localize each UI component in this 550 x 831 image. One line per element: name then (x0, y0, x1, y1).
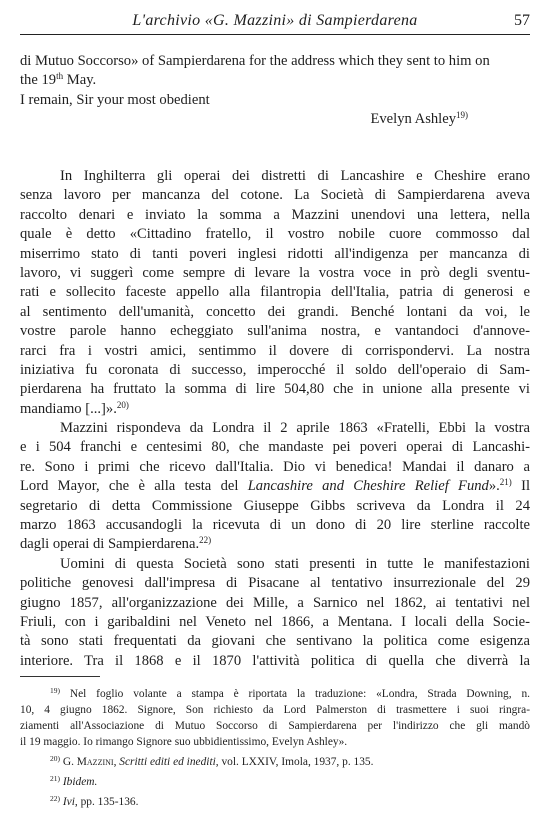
text-line: re. Sono i primi che ricevo dall'Italia. Dio vi benedica! Mandai il danaro a (20, 458, 530, 475)
footnote-line: il 19 maggio. Io rimango Signore suo ubbidientissimo, Evelyn Ashley». (20, 736, 348, 748)
text-line: pierdarena ha fruttato la somma di lire 504,80 che in unione alla presente vi (20, 381, 530, 398)
running-header (20, 8, 530, 35)
footnote-mark: 22) (50, 794, 60, 803)
text-line: segretario di detta Commissione Giuseppe Gibbs scriveva da Londra il 24 (20, 497, 530, 514)
text-line: interiore. Tra il 1868 e il 1870 l'attività politica di quella che diverrà la (20, 652, 530, 669)
text-line: quale è detto «Cittadino fratello, il vostro nobile cuore commosso dal (20, 226, 530, 243)
text-line: tà sono stati frequentati da giovani che sentivano la politica come esigenza (20, 633, 530, 650)
footnote-ref: 20) (116, 399, 129, 410)
footnote-line: ziamenti all'Associazione di Mutuo Soccorso di Sampierdarena per l'indirizzo che gli mandò (20, 720, 530, 732)
page-number: 57 (514, 12, 530, 29)
superscript: th (56, 71, 64, 82)
footnote-line: $^{22)}$ Ivi, pp. 135-136. (50, 794, 139, 808)
footnote-ref: 19) (456, 110, 468, 121)
signature-line (20, 110, 530, 129)
text-line: marzo 1863 accusandogli la ricevuta di un dono di 20 lire sterline raccolte (20, 517, 530, 534)
work-title: Scritti editi ed inediti (119, 756, 216, 768)
footnote-line: $^{20)}$ G. Mazzini, Scritti editi ed inediti, vol. LXXIV, Imola, 1937, p. 135. (50, 754, 374, 768)
text-line: rarci fra i vostri amici, sentimmo il dovere di corrispondervi. La nostra (20, 342, 530, 359)
text-line: Lord Mayor, che è alla testa del Lancashire and Cheshire Relief Fund».$^{21)}$ Il (20, 477, 530, 495)
text-line: the 19th May. (20, 71, 97, 89)
text-line: giugno 1857, all'organizzazione dei Mille, a Sarnico nel 1862, ai tentativi nel (20, 594, 530, 611)
text-line: politiche genovesi dall'impresa di Pisacane al tentativo insurrezionale del 29 (20, 575, 530, 592)
footnote-ref: 21) (499, 477, 512, 488)
letter-excerpt (20, 52, 530, 130)
text-line: rati e sollecito faceste appello alla filantropia dell'Italia, patria di generosi e (20, 284, 530, 301)
footnote-separator (20, 676, 100, 677)
footnote-line: $^{21)}$ Ibidem. (50, 774, 98, 788)
text-line: miserrimo stato di tanti poveri inglesi ridotti all'indigenza per mancanza di (20, 245, 530, 262)
text-line: Friuli, con i garibaldini nel Veneto nel 1866, a Mentana. I locali della Socie- (20, 613, 530, 630)
footnote-mark: 21) (50, 774, 60, 783)
fund-name: Lancashire and Cheshire Relief Fund (247, 478, 489, 495)
footnote-mark: 19) (50, 686, 60, 695)
text-line: raccolto denari e inviato la somma a Mazzini unendovi una lettera, nella (20, 206, 530, 223)
body-text (20, 167, 530, 671)
text-line: dagli operai di Sampierdarena.$^{22)}$ (20, 535, 212, 553)
text-line: senza lavoro per mancanza del cotone. La Società di Sampierdarena aveva (20, 187, 530, 204)
author: G. Mazzini (62, 756, 114, 768)
text-line: Mazzini rispondeva da Londra il 2 aprile 1863 «Fratelli, Ebbi la vostra (60, 420, 530, 437)
footnote-ref: 22) (199, 535, 212, 546)
text-line: di Mutuo Soccorso» of Sampierdarena for the address which they sent to him on (20, 53, 490, 69)
signature: Evelyn Ashley (370, 111, 456, 128)
text-line: Uomini di questa Società sono stati presenti in tutte le manifestazioni (60, 555, 530, 572)
text-line: vostre parole hanno echeggiato sull'anima nostra, e vantandoci d'annove- (20, 323, 530, 340)
footnotes (20, 686, 530, 810)
text-line: al sentimento dell'umanità, concetto dei grandi. Benché lontani da voi, le (20, 303, 530, 320)
text-line: iniziativa fu coronata di successo, imperocché il soldo dell'operaio di Sam- (20, 361, 530, 378)
text-line: In Inghilterra gli operai dei distretti di Lancashire e Cheshire erano (60, 168, 530, 184)
footnote-mark: 20) (50, 754, 60, 763)
text-line: I remain, Sir your most obedient (20, 91, 210, 108)
text-line: lavoro, vi suggerì come sempre di levare la vostra voce in prò degli sventu- (20, 264, 530, 281)
text-line: e i 504 franchi e centesimi 80, che mandaste pei poveri operai di Lancashi- (20, 439, 530, 456)
text-line: mandiamo [...]».$^{20)}$ (20, 399, 129, 417)
running-title: L'archivio «G. Mazzini» di Sampierdarena (132, 12, 418, 29)
footnote-line: $^{19)}$ Nel foglio volante a stampa è riportata la traduzione: «Londra, Strada Downing, n. (50, 686, 530, 700)
footnote-line: 10, 4 giugno 1862. Signore, Son richiesto da Lord Palmerston di trasmettere i suoi ringra- (20, 704, 530, 716)
